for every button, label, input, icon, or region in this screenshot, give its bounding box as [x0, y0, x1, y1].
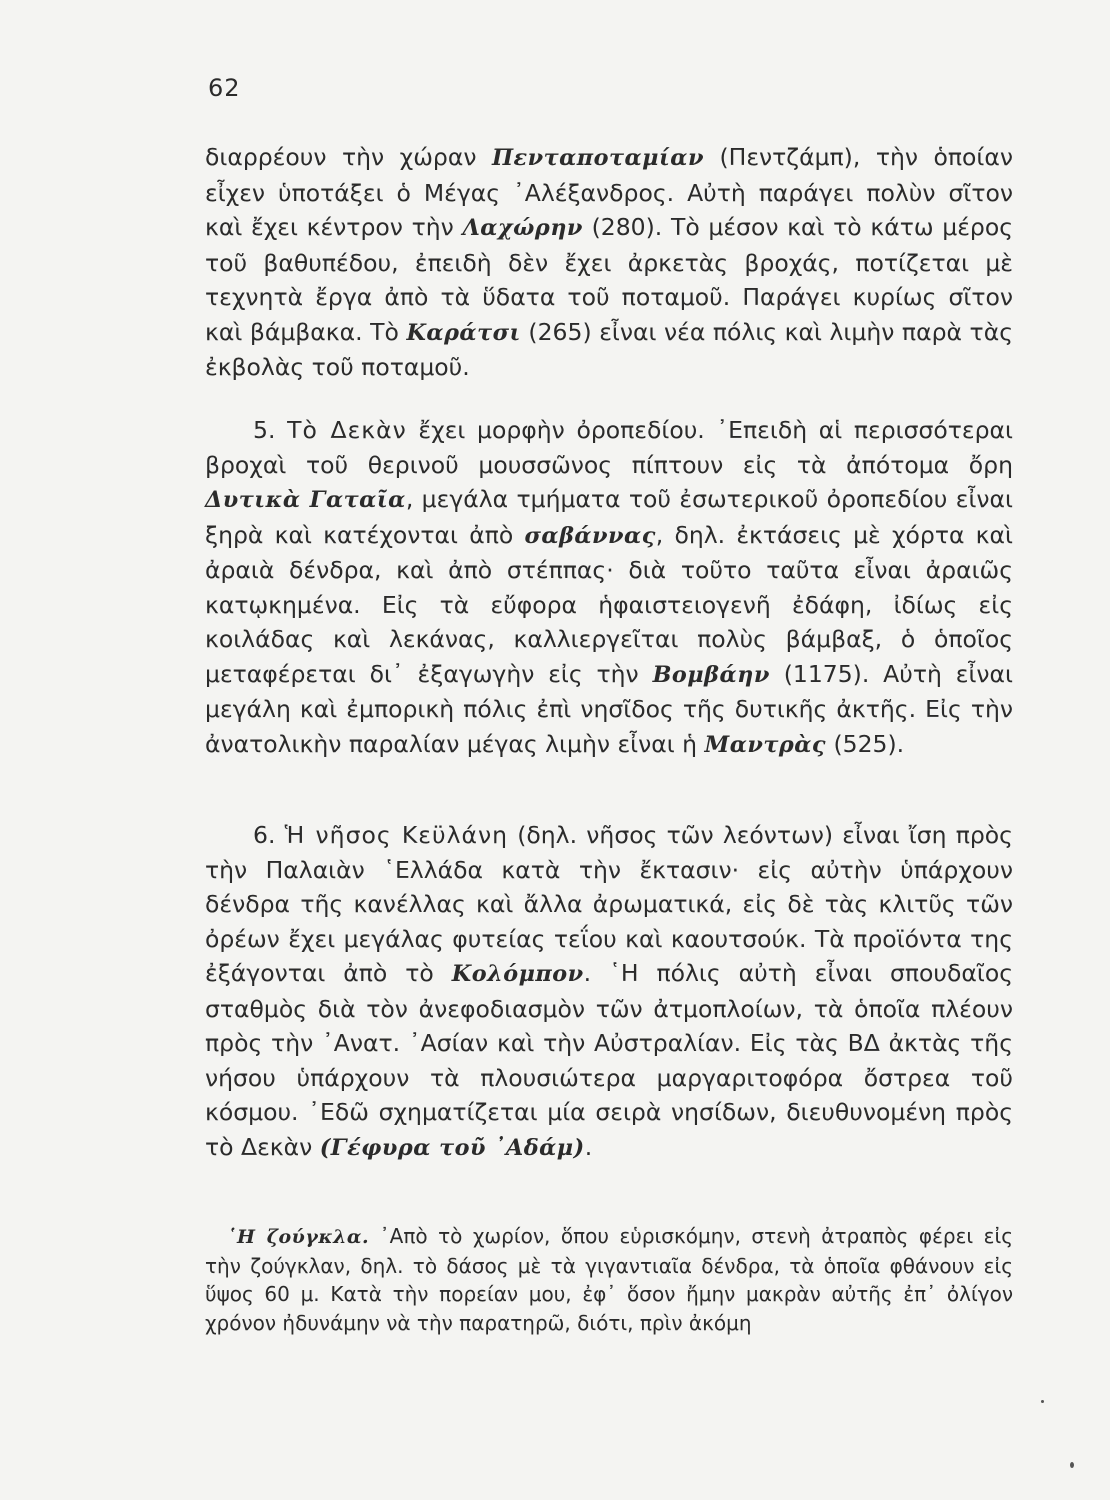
page-number: 62 — [208, 74, 241, 102]
text-run: . — [584, 1132, 593, 1161]
text-run: , δηλ. ἐκτάσεις μὲ χόρτα καὶ ἀραιὰ δένδρα, καὶ ἀπὸ στέππας· διὰ τοῦτο ταῦτα εἶναι ἀραιῶς κατῳκημένα. Εἰς τὰ εὔφορα ἡφαιστειογενῆ ἐδάφη, ἰδίως εἰς κοιλάδας καὶ λεκάνας, καλλιεργεῖται πολὺς βάμβαξ, ὁ ὁποῖος μεταφέρεται δι᾿ ἐξαγωγὴν εἰς τὴν — [205, 520, 1013, 688]
section-heading-ceylon: Ἡ νῆσος Κεϋλάνη — [284, 821, 508, 849]
text-run: (δηλ. νῆσος τῶν λεόντων) εἶναι ἴση πρὸς τὴν Παλαιὰν ῾Ελλάδα κατὰ τὴν ἔκτασιν· εἰς αὐτὴν ὑπάρχουν δένδρα τῆς κανέλλας καὶ ἄλλα ἀρωματικά, εἰς δὲ τὰς κλιτῦς τῶν ὀρέων ἔχει μεγάλας φυτείας τεΐου καὶ καουτσούκ. Τὰ προϊόντα της ἐξάγονται ἀπὸ τὸ — [205, 821, 1013, 987]
text-run: (265) εἶναι νέα πόλις καὶ λιμὴν παρὰ τὰς ἐκβολὰς τοῦ ποταμοῦ. — [205, 317, 1013, 381]
print-speck — [1041, 1400, 1044, 1403]
paragraph-deccan — [205, 413, 1013, 762]
paragraph-ceylon — [205, 818, 1013, 1165]
footnote-jungle — [205, 1222, 1013, 1337]
paragraph-indus-plain — [205, 140, 1013, 385]
text-run: διαρρέουν τὴν χώραν — [205, 143, 492, 171]
print-speck — [1070, 1462, 1074, 1468]
text-run: , μεγάλα τμήματα τοῦ ἐσωτερικοῦ ὀροπεδίου εἶναι ξηρὰ καὶ κατέχονται ἀπὸ — [205, 485, 1013, 549]
text-run: . ῾Η πόλις αὐτὴ εἶναι σπουδαῖος σταθμὸς διὰ τὸν ἀνεφοδιασμὸν τῶν ἀτμοπλοίων, τὰ ὁποῖα πλέουν πρὸς τὴν ᾿Ανατ. ᾿Ασίαν καὶ τὴν Αὐστραλίαν. Εἰς τὰς ΒΔ ἀκτὰς τῆς νήσου ὑπάρχουν τὰ πλουσιώτερα μαργαριτοφόρα ὄστρεα τοῦ κόσμου. ᾿Εδῶ σχηματίζεται μία σειρὰ νησίδων, διευθυνομένη πρὸς τὸ Δεκὰν — [205, 959, 1013, 1161]
section-number: 5. — [253, 416, 288, 444]
place-name-pentapotamia: Πενταποταμίαν — [491, 145, 704, 171]
text-run: (Πεντζάμπ), τὴν ὁποίαν εἶχεν ὑποτάξει ὁ Μέγας ᾿Αλέξανδρος. Αὐτὴ παράγει πολὺν σῖτον καὶ ἔχει κέντρον τὴν — [205, 143, 1013, 241]
term-savannas: σαβάννας — [524, 522, 656, 549]
footnote-text: ᾿Απὸ τὸ χωρίον, ὅπου εὑρισκόμην, στενὴ ἀτραπὸς φέρει εἰς τὴν ζούγκλαν, δηλ. τὸ δάσος μὲ τὰ γιγαντιαῖα δένδρα, τὰ ὁποῖα φθάνουν εἰς ὕψος 60 μ. Κατὰ τὴν πορείαν μου, ἐφ᾿ ὅσον ἤμην μακρὰν αὐτῆς ἐπ᾿ ὀλίγον χρόνον ἠδυνάμην νὰ τὴν παρατηρῶ, διότι, πρὶν ἀκόμη — [205, 1224, 1013, 1335]
place-name-western-ghats: Δυτικὰ Γαταῖα — [205, 487, 406, 513]
text-run: (280). Τὸ μέσον καὶ τὸ κάτω μέρος τοῦ βαθυπέδου, ἐπειδὴ δὲν ἔχει ἀρκετὰς βροχάς, ποτίζεται μὲ τεχνητὰ ἔργα ἀπὸ τὰ ὕδατα τοῦ ποταμοῦ. Παράγει κυρίως σῖτον καὶ βάμβακα. Τὸ — [205, 213, 1013, 346]
place-name-lahore: Λαχώρην — [462, 215, 583, 241]
place-name-bombay: Βομβάην — [652, 661, 770, 688]
section-number: 6. — [253, 821, 285, 849]
section-heading-deccan: Τὸ Δεκὰν — [287, 416, 407, 444]
place-name-madras: Μαντρὰς — [704, 731, 826, 758]
text-run: (525). — [825, 729, 905, 758]
place-name-adams-bridge: (Γέφυρα τοῦ ᾿Αδάμ) — [319, 1134, 585, 1161]
place-name-colombo: Κολόμπον — [451, 961, 584, 987]
text-run: ἔχει μορφὴν ὀροπεδίου. ᾿Επειδὴ αἱ περισσότεραι βροχαὶ τοῦ θερινοῦ μουσσῶνος πίπτουν εἰς τὰ ἀπότομα ὄρη — [205, 416, 1013, 479]
text-run: (1175). Αὐτὴ εἶναι μεγάλη καὶ ἐμπορικὴ πόλις ἐπὶ νησῖδος τῆς δυτικῆς ἀκτῆς. Εἰς τὴν ἀνατολικὴν παραλίαν μέγας λιμὴν εἶναι ἡ — [205, 659, 1013, 758]
place-name-karachi: Καράτσι — [406, 319, 521, 346]
footnote-heading: ῾Η ζούγκλα. — [227, 1226, 370, 1248]
